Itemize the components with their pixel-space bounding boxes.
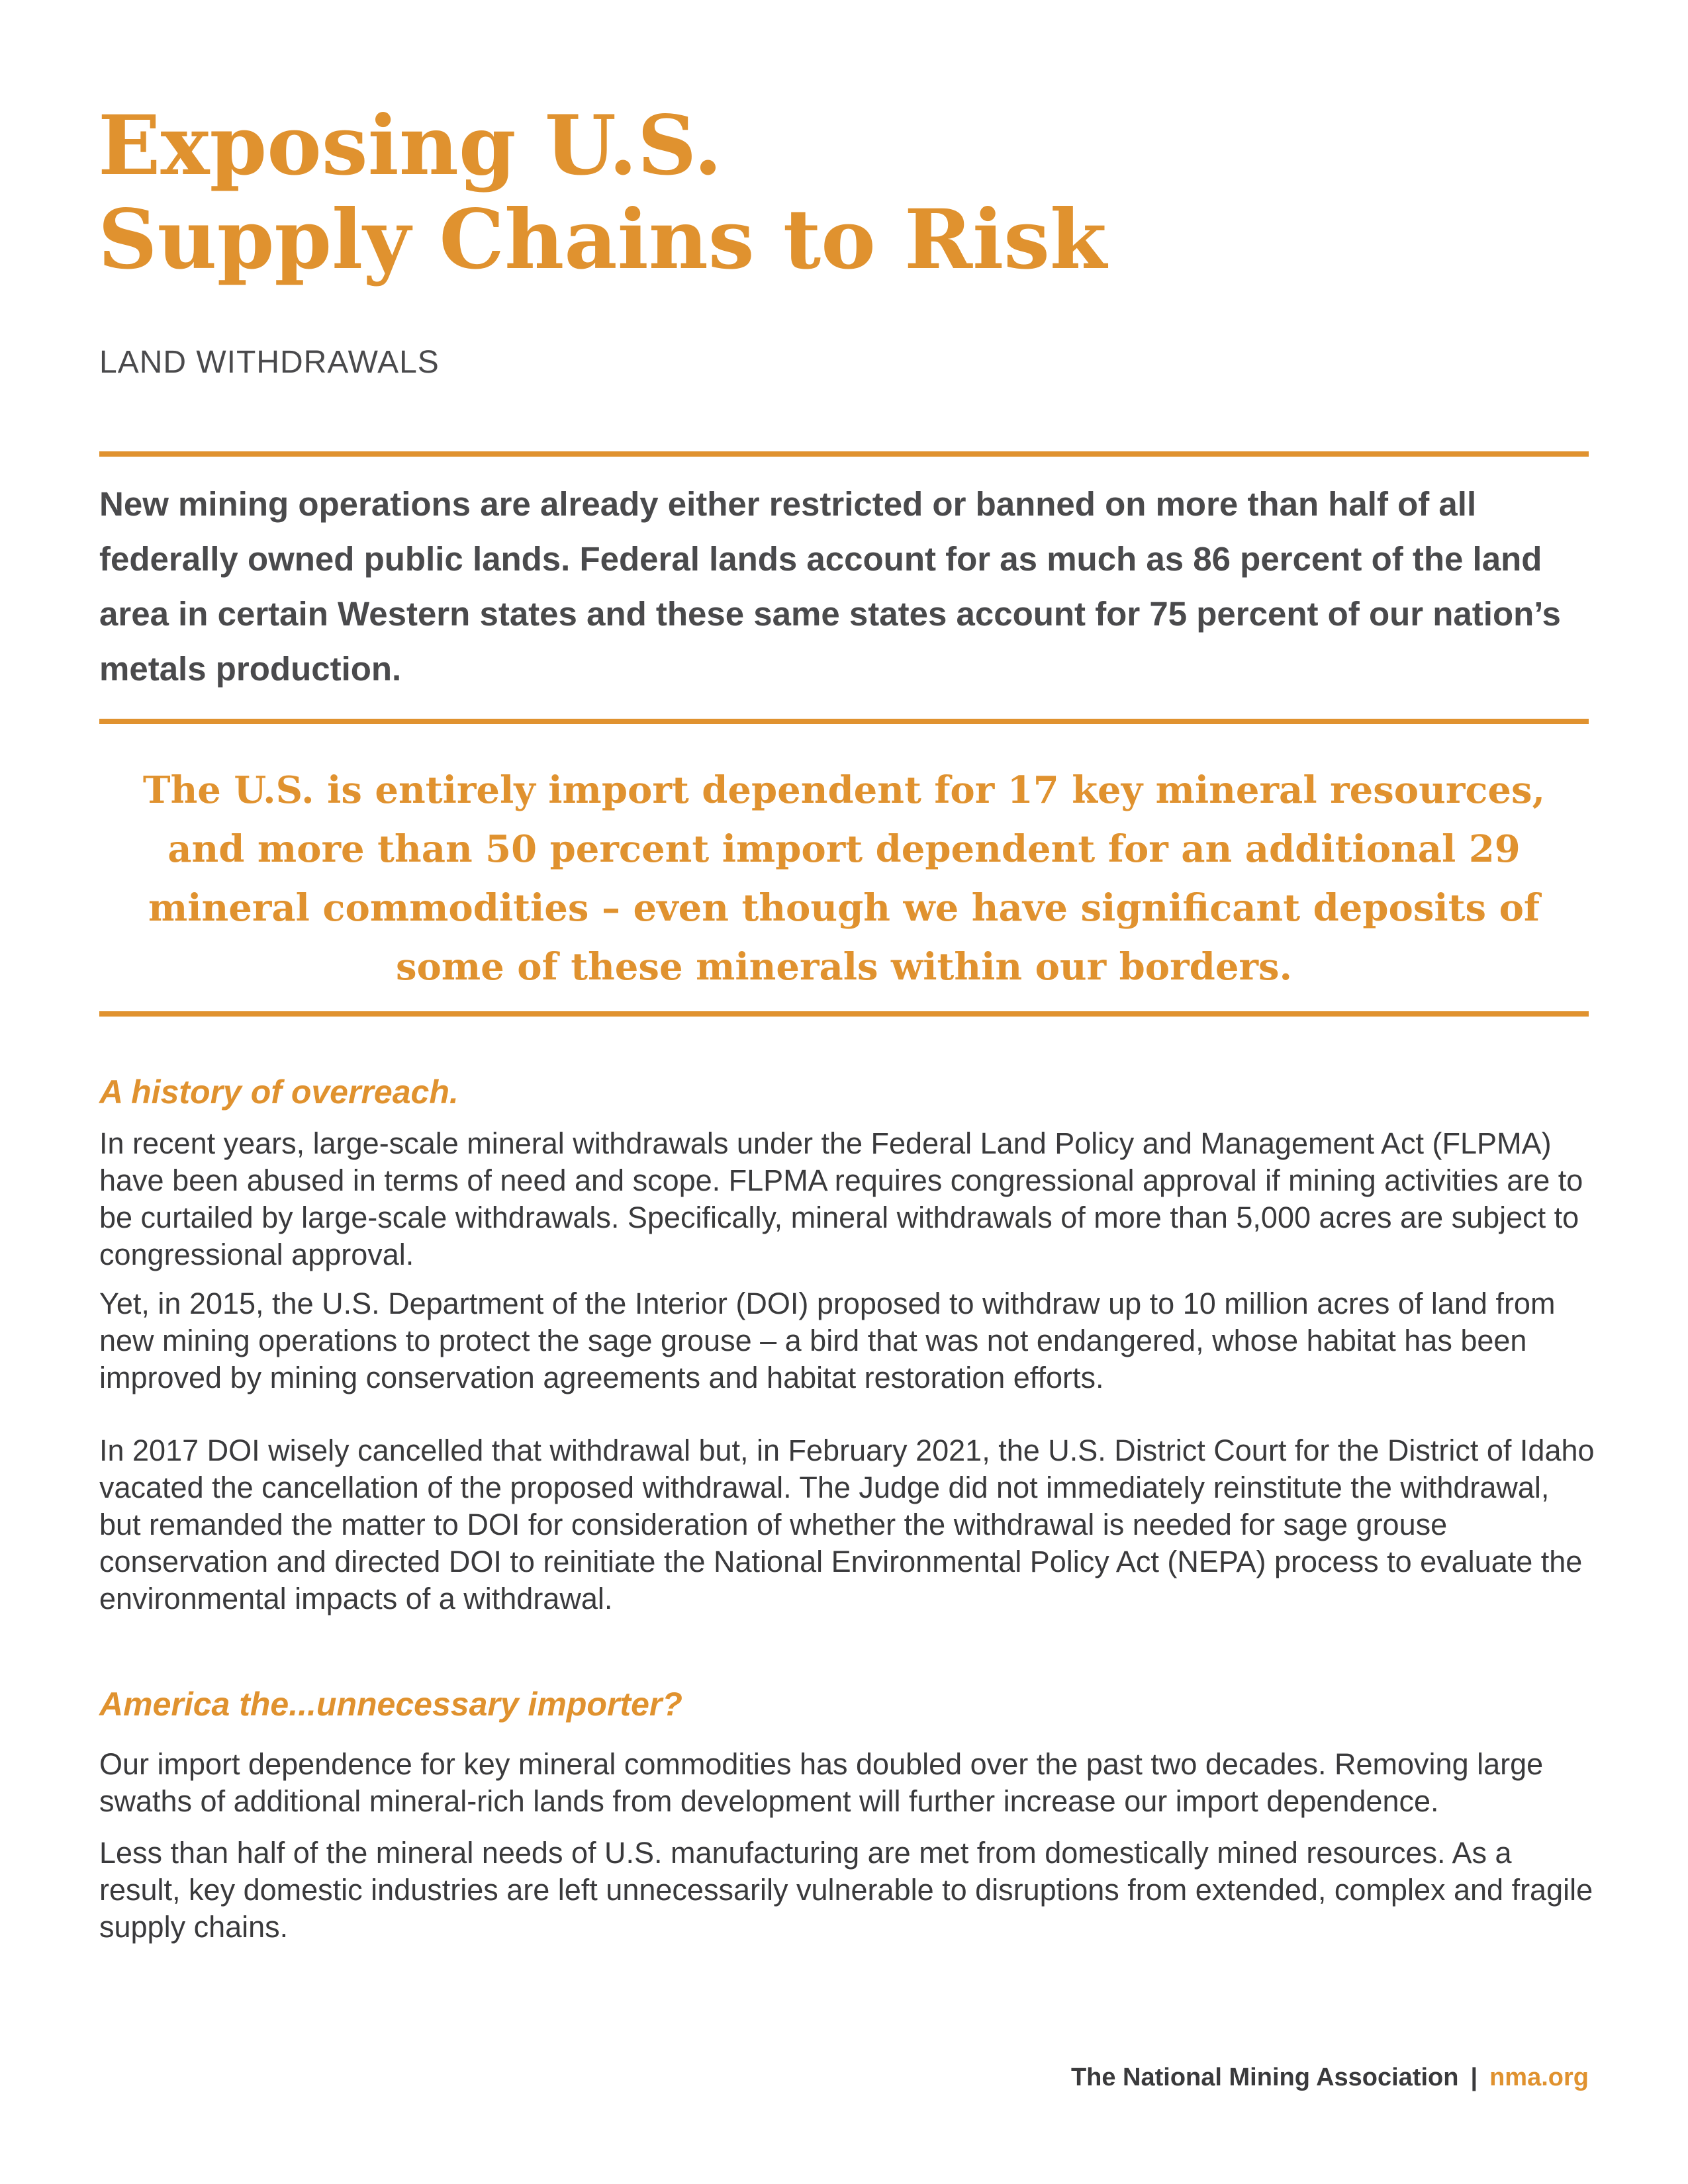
divider-top bbox=[99, 451, 1589, 457]
footer-organization: The National Mining Association bbox=[1070, 2064, 1459, 2091]
page-subtitle: LAND WITHDRAWALS bbox=[99, 345, 440, 380]
footer-website-link[interactable]: nma.org bbox=[1489, 2064, 1589, 2091]
body-paragraph: Less than half of the mineral needs of U.S. manufacturing are met from domestically mined resources. As a result, key domestic industries are left unnecessarily vulnerable to disruptions from extended, complex and fragile supply chains. bbox=[99, 1836, 1593, 1944]
title-line-2: Supply Chains to Risk bbox=[98, 192, 1107, 288]
section-heading-importer: America the...unnecessary importer? bbox=[99, 1686, 682, 1723]
lead-paragraph: New mining operations are already either restricted or banned on more than half of all federally owned public lands. Federal lands account for as much as 86 percent of the land area in certain Western states and these same states account for 75 percent of our nation’s metals production. bbox=[99, 485, 1561, 688]
footer-separator: | bbox=[1470, 2064, 1478, 2091]
callout-quote: The U.S. is entirely import dependent for 17 key mineral resources, and more than 50 percent import dependent for an additional 29 mineral commodities – even though we have significant deposits of some of these minerals within our borders. bbox=[142, 768, 1546, 989]
section-heading-overreach: A history of overreach. bbox=[99, 1073, 459, 1111]
body-paragraph: In 2017 DOI wisely cancelled that withdrawal but, in February 2021, the U.S. District Court for the District of Idaho vacated the cancellation of the proposed withdrawal. The Judge did not immediately reinstitute the withdrawal, but remanded the matter to DOI for consideration of whether the withdrawal is needed for sage grouse conservation and directed DOI to reinitiate the National Environmental Policy Act (NEPA) process to evaluate the environmental impacts of a withdrawal. bbox=[99, 1433, 1595, 1615]
page-title bbox=[98, 99, 1587, 287]
title-line-1: Exposing U.S. bbox=[98, 98, 723, 194]
footer bbox=[1071, 2062, 1589, 2093]
body-paragraph: Our import dependence for key mineral commodities has doubled over the past two decades. Removing large swaths of additional mineral-rich lands from development will further increase our import dependence. bbox=[99, 1747, 1544, 1818]
body-paragraph: In recent years, large-scale mineral withdrawals under the Federal Land Policy and Management Act (FLPMA) have been abused in terms of need and scope. FLPMA requires congressional approval if mining activities are to be curtailed by large-scale withdrawals. Specifically, mineral withdrawals of more than 5,000 acres are subject to congressional approval. bbox=[99, 1126, 1583, 1271]
divider-middle bbox=[99, 719, 1589, 724]
body-paragraph: Yet, in 2015, the U.S. Department of the Interior (DOI) proposed to withdraw up to 10 million acres of land from new mining operations to protect the sage grouse – a bird that was not endangered, whose habitat has been improved by mining conservation agreements and habitat restoration efforts. bbox=[99, 1287, 1556, 1394]
divider-bottom bbox=[99, 1011, 1589, 1017]
